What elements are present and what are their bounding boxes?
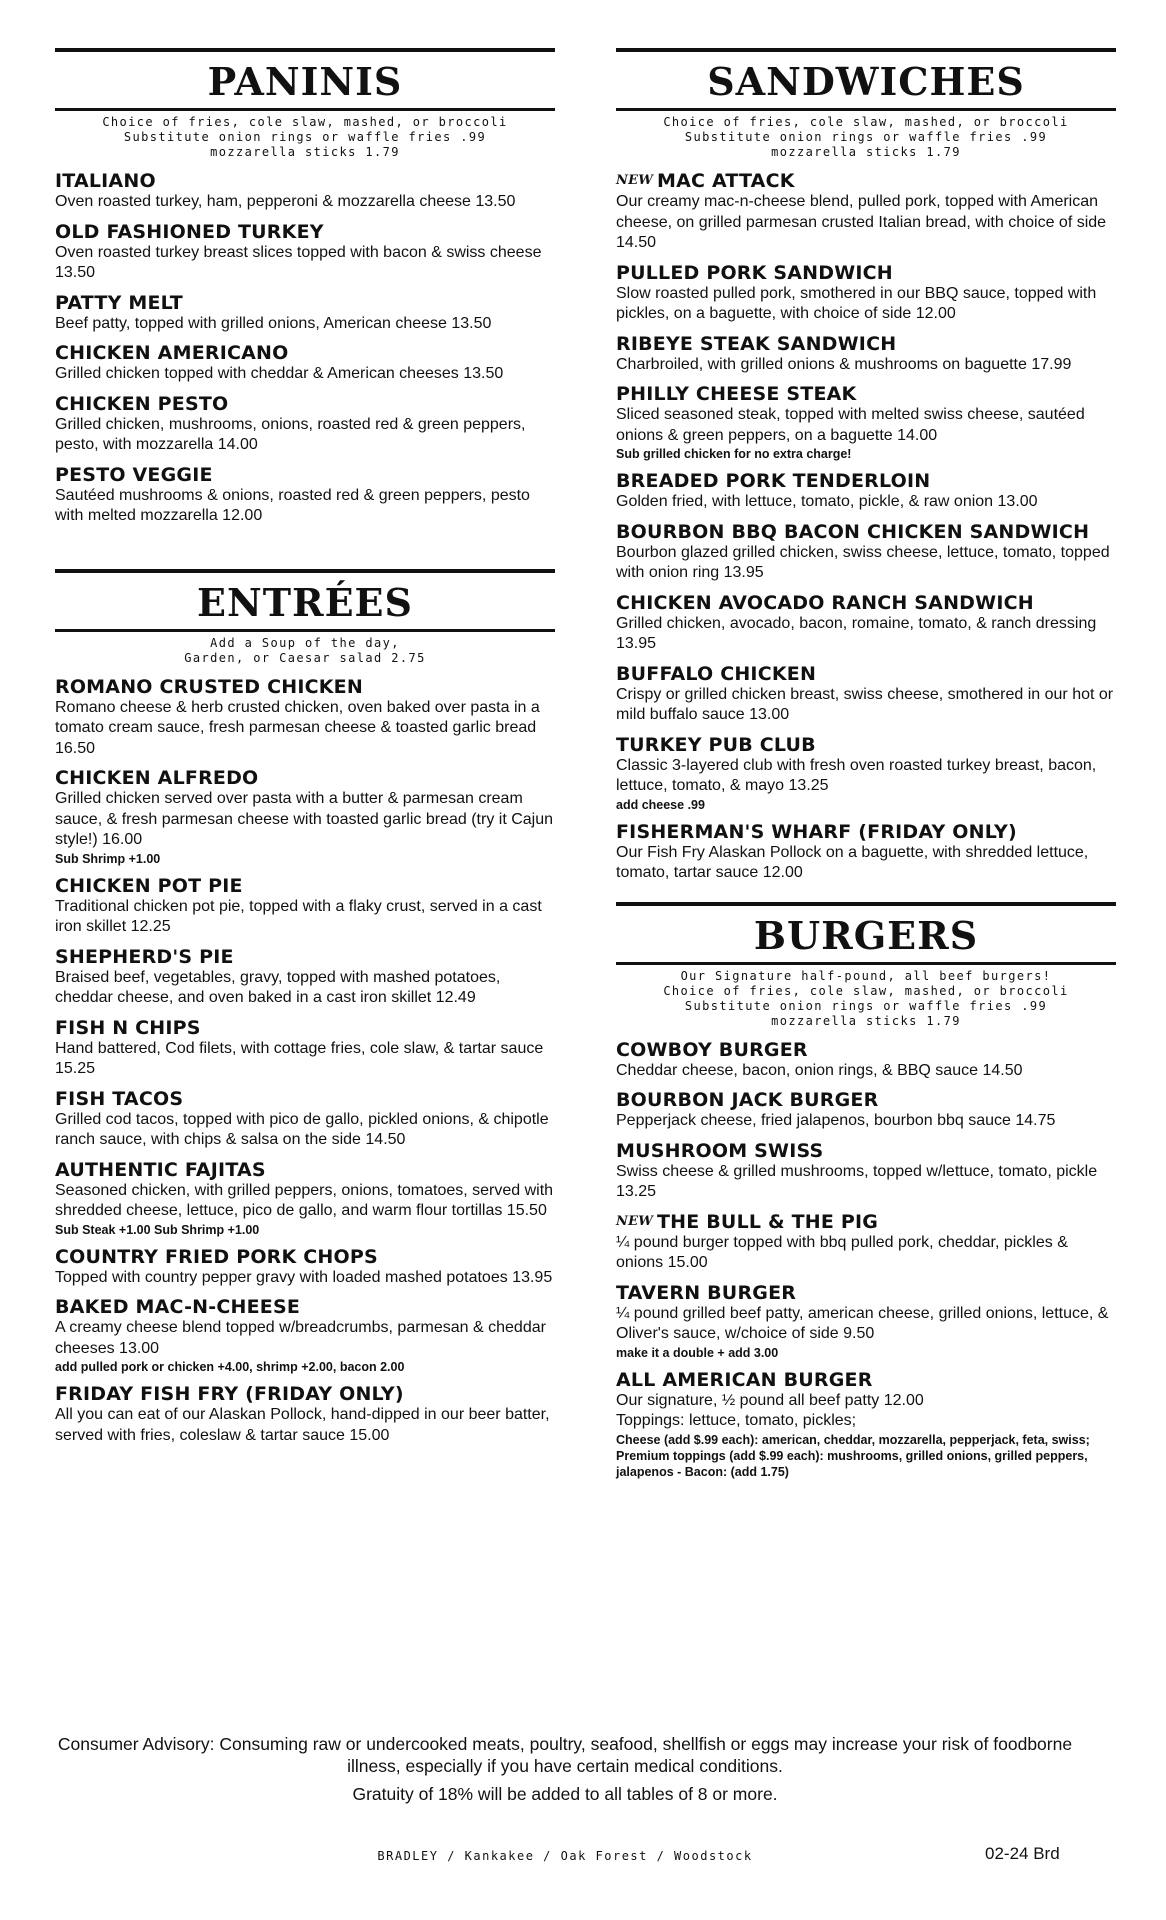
menu-item-name: BAKED MAC-N-CHEESE [55, 1296, 301, 1318]
left-column [55, 48, 555, 1454]
menu-item [616, 470, 1116, 513]
gratuity-note: Gratuity of 18% will be added to all tables of 8 or more. [352, 1784, 778, 1804]
menu-item-name: CHICKEN AVOCADO RANCH SANDWICH [616, 591, 1034, 614]
menu-item [616, 663, 1116, 726]
new-badge: NEW [616, 1213, 653, 1229]
menu-item [55, 292, 555, 335]
menu-item-name: SHEPHERD'S PIE [55, 945, 234, 968]
menu-item-desc: Slow roasted pulled pork, smothered in our BBQ sauce, topped with pickles, on a baguette, with choice of side 12.00 [616, 284, 1097, 322]
menu-item-extra: add cheese .99 [616, 797, 705, 812]
menu-item-desc: Our signature, ½ pound all beef patty 12.00 [616, 1391, 924, 1409]
menu-item-name: CHICKEN POT PIE [55, 874, 243, 897]
entrees-title: ENTRÉES [197, 579, 413, 625]
menu-item-name: FISH N CHIPS [55, 1016, 201, 1039]
burgers-note: mozzarella sticks 1.79 [771, 1013, 961, 1028]
menu-item-desc: Charbroiled, with grilled onions & mushrooms on baguette 17.99 [616, 355, 1072, 373]
menu-item-name: BOURBON BBQ BACON CHICKEN SANDWICH [616, 520, 1090, 543]
menu-item [616, 592, 1116, 655]
menu-item-name: ALL AMERICAN BURGER [616, 1368, 873, 1391]
menu-code: 02-24 Brd [985, 1844, 1060, 1863]
menu-item-name: MUSHROOM SWISS [616, 1139, 824, 1162]
menu-item [55, 1383, 555, 1446]
entrees-note: Garden, or Caesar salad 2.75 [184, 650, 426, 665]
menu-item [616, 383, 1116, 462]
menu-item-desc: Our Fish Fry Alaskan Pollock on a baguette, with shredded lettuce, tomato, tartar sauce 12.00 [616, 843, 1089, 881]
entrees-notes [55, 636, 555, 666]
menu-item-desc: Topped with country pepper gravy with loaded mashed potatoes 13.95 [55, 1268, 553, 1286]
menu-item-extra: add pulled pork or chicken +4.00, shrimp +2.00, bacon 2.00 [55, 1360, 405, 1374]
menu-item [616, 1211, 1116, 1274]
menu-item-desc: Grilled chicken topped with cheddar & American cheeses 13.50 [55, 365, 504, 382]
menu-item [55, 1017, 555, 1080]
paninis-note: Substitute onion rings or waffle fries .99 [123, 130, 487, 144]
menu-item [616, 1039, 1116, 1082]
burgers-title: BURGERS [753, 912, 979, 958]
menu-item-desc: Our creamy mac-n-cheese blend, pulled pork, topped with American cheese, on grilled parmesan crusted Italian bread, with choice of side 14.50 [616, 193, 1107, 251]
right-column [616, 48, 1116, 1488]
sandwiches-header [616, 48, 1116, 111]
menu-item [55, 1296, 555, 1375]
sandwiches-note: Choice of fries, cole slaw, mashed, or broccoli [663, 115, 1069, 129]
burgers-list [616, 1039, 1116, 1480]
paninis-note: mozzarella sticks 1.79 [210, 145, 400, 159]
menu-item-name: CHICKEN AMERICANO [55, 342, 289, 364]
menu-item-extra: Sub grilled chicken for no extra charge! [616, 447, 852, 461]
menu-item-name: PULLED PORK SANDWICH [616, 261, 893, 284]
burgers-notes [616, 969, 1116, 1029]
menu-item-extra: Sub Shrimp +1.00 [55, 851, 161, 866]
menu-item-desc: All you can eat of our Alaskan Pollock, hand-dipped in our beer batter, served with fries, coleslaw & tartar sauce 15.00 [55, 1406, 550, 1444]
menu-item [616, 1282, 1116, 1361]
menu-item-desc: Oven roasted turkey, ham, pepperoni & mozzarella cheese 13.50 [55, 193, 516, 210]
menu-item-desc: Beef patty, topped with grilled onions, American cheese 13.50 [55, 314, 492, 332]
menu-item-extra: Cheese (add $.99 each): american, cheddar, mozzarella, pepperjack, feta, swiss; Premium toppings (add $.99 each): mushrooms, grilled onions, grilled peppers, jalapenos - Bacon: (add 1.75) [616, 1432, 1090, 1479]
menu-item-name: AUTHENTIC FAJITAS [55, 1158, 266, 1181]
menu-item-extra: make it a double + add 3.00 [616, 1345, 779, 1360]
menu-item [616, 1369, 1116, 1480]
menu-item [55, 767, 555, 867]
menu-item-name: FISHERMAN'S WHARF (FRIDAY ONLY) [616, 820, 1017, 843]
menu-item-desc: Grilled chicken served over pasta with a butter & parmesan cream sauce, & fresh parmesan cheese with toasted garlic bread (try it Cajun style!) 16.00 [55, 790, 554, 848]
menu-item-name: ITALIANO [55, 170, 156, 192]
menu-item [55, 393, 555, 456]
menu-item [55, 464, 555, 527]
sandwiches-list [616, 170, 1116, 884]
menu-item-name: FISH TACOS [55, 1087, 184, 1110]
menu-item [55, 946, 555, 1009]
entrees-note: Add a Soup of the day, [210, 635, 400, 650]
paninis-list [55, 170, 555, 527]
menu-item-desc: Sliced seasoned steak, topped with melted swiss cheese, sautéed onions & green peppers, on a baguette 14.00 [616, 406, 1085, 444]
menu-item [55, 221, 555, 284]
sandwiches-note: Substitute onion rings or waffle fries .99 [684, 130, 1048, 144]
menu-item-desc: Grilled chicken, mushrooms, onions, roasted red & green peppers, pesto, with mozzarella 14.00 [55, 415, 526, 453]
advisory-text: Consumer Advisory: Consuming raw or undercooked meats, poultry, seafood, shellfish or eggs may increase your risk of foodborne illness, especially if you have certain medical conditions. [57, 1734, 1073, 1776]
paninis-notes [55, 115, 555, 160]
menu-item [616, 734, 1116, 813]
menu-item-name [616, 170, 1116, 192]
menu-item-name: OLD FASHIONED TURKEY [55, 220, 324, 243]
paninis-header [55, 48, 555, 111]
menu-item-name: ROMANO CRUSTED CHICKEN [55, 675, 363, 698]
menu-item-name: FRIDAY FISH FRY (FRIDAY ONLY) [55, 1383, 404, 1405]
menu-item-desc: Sautéed mushrooms & onions, roasted red & green peppers, pesto with melted mozzarella 12.00 [55, 486, 530, 524]
menu-item-desc: Romano cheese & herb crusted chicken, oven baked over pasta in a tomato cream sauce, fresh parmesan cheese & toasted garlic bread 16.50 [55, 698, 540, 757]
menu-item [55, 170, 555, 213]
menu-item-desc: Hand battered, Cod filets, with cottage fries, cole slaw, & tartar sauce 15.25 [55, 1039, 544, 1077]
menu-item-name-text: MAC ATTACK [657, 170, 795, 192]
menu-item-name: BREADED PORK TENDERLOIN [616, 470, 931, 492]
menu-item-name: BUFFALO CHICKEN [616, 662, 817, 685]
menu-item-desc: Traditional chicken pot pie, topped with a flaky crust, served in a cast iron skillet 12.25 [55, 897, 542, 935]
menu-item-name [616, 1211, 1116, 1233]
menu-item-desc: Classic 3-layered club with fresh oven roasted turkey breast, bacon, lettuce, tomato, & mayo 13.25 [616, 756, 1097, 794]
menu-item [55, 1159, 555, 1238]
menu-item [55, 1246, 555, 1289]
sandwiches-title: SANDWICHES [707, 59, 1025, 104]
menu-item-desc: Bourbon glazed grilled chicken, swiss cheese, lettuce, tomato, topped with onion ring 13.95 [616, 543, 1110, 581]
entrees-header [55, 569, 555, 632]
menu-item-desc: Grilled cod tacos, topped with pico de gallo, pickled onions, & chipotle ranch sauce, with chips & salsa on the side 14.50 [55, 1110, 549, 1148]
new-badge: NEW [616, 173, 653, 188]
menu-item-name: COUNTRY FRIED PORK CHOPS [55, 1245, 378, 1268]
menu-item-desc: A creamy cheese blend topped w/breadcrumbs, parmesan & cheddar cheeses 13.00 [55, 1319, 546, 1357]
menu-item [616, 1089, 1116, 1132]
menu-item-name: CHICKEN PESTO [55, 392, 229, 415]
menu-item-desc: Braised beef, vegetables, gravy, topped with mashed potatoes, cheddar cheese, and oven baked in a cast iron skillet 12.49 [55, 968, 501, 1006]
menu-item [55, 676, 555, 760]
menu-item-desc: Swiss cheese & grilled mushrooms, topped w/lettuce, tomato, pickle 13.25 [616, 1162, 1098, 1200]
burgers-header [616, 902, 1116, 965]
menu-item-name: RIBEYE STEAK SANDWICH [616, 332, 897, 355]
menu-item-extra: Sub Steak +1.00 Sub Shrimp +1.00 [55, 1222, 260, 1237]
menu-item-desc: Pepperjack cheese, fried jalapenos, bourbon bbq sauce 14.75 [616, 1112, 1056, 1129]
burgers-note: Choice of fries, cole slaw, mashed, or broccoli [663, 983, 1069, 998]
menu-item [616, 1140, 1116, 1203]
burgers-note: Our Signature half-pound, all beef burgers! [680, 968, 1052, 983]
menu-item-desc: Cheddar cheese, bacon, onion rings, & BBQ sauce 14.50 [616, 1061, 1023, 1079]
sandwiches-notes [616, 115, 1116, 160]
menu-item-name: TAVERN BURGER [616, 1281, 797, 1304]
sandwiches-note: mozzarella sticks 1.79 [771, 145, 961, 159]
menu-item-name: BOURBON JACK BURGER [616, 1089, 879, 1111]
menu-item [55, 342, 555, 385]
menu-item-desc: Golden fried, with lettuce, tomato, pickle, & raw onion 13.00 [616, 493, 1038, 510]
menu-item-name: TURKEY PUB CLUB [616, 733, 816, 756]
burgers-note: Substitute onion rings or waffle fries .99 [684, 998, 1048, 1013]
paninis-title: PANINIS [207, 59, 403, 104]
menu-item-desc: ¼ pound grilled beef patty, american cheese, grilled onions, lettuce, & Oliver's sauce, w/choice of side 9.50 [616, 1304, 1109, 1342]
menu-item-desc: Crispy or grilled chicken breast, swiss cheese, smothered in our hot or mild buffalo sauce 13.00 [616, 685, 1114, 723]
locations-line: BRADLEY / Kankakee / Oak Forest / Woodstock [377, 1849, 753, 1863]
menu-item-desc: Grilled chicken, avocado, bacon, romaine, tomato, & ranch dressing 13.95 [616, 614, 1097, 652]
menu-item [616, 521, 1116, 584]
menu-item [616, 821, 1116, 884]
menu-item [616, 262, 1116, 325]
consumer-advisory [40, 1733, 1090, 1805]
menu-item-name: PATTY MELT [55, 291, 183, 314]
menu-item-name: COWBOY BURGER [616, 1038, 808, 1061]
menu-item-toppings: Toppings: lettuce, tomato, pickles; [616, 1412, 857, 1429]
paninis-note: Choice of fries, cole slaw, mashed, or broccoli [102, 115, 508, 129]
menu-item [616, 333, 1116, 376]
menu-item-desc: ¼ pound burger topped with bbq pulled pork, cheddar, pickles & onions 15.00 [616, 1233, 1068, 1271]
entrees-list [55, 676, 555, 1447]
menu-item-name: PHILLY CHEESE STEAK [616, 383, 857, 405]
menu-item-name-text: THE BULL & THE PIG [657, 1210, 879, 1233]
menu-item-desc: Seasoned chicken, with grilled peppers, onions, tomatoes, served with shredded cheese, lettuce, pico de gallo, and warm flour tortillas 15.50 [55, 1181, 554, 1219]
menu-item [616, 170, 1116, 254]
menu-item-name: CHICKEN ALFREDO [55, 767, 259, 789]
menu-item-desc: Oven roasted turkey breast slices topped with bacon & swiss cheese 13.50 [55, 243, 542, 281]
menu-item-name: PESTO VEGGIE [55, 463, 213, 486]
menu-item [55, 875, 555, 938]
menu-item [55, 1088, 555, 1151]
